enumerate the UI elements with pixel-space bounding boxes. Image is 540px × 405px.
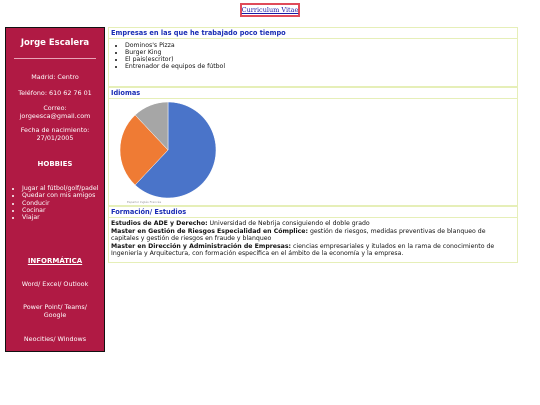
job-item: • Entrenador de equipos de fútbol <box>125 63 517 70</box>
hobby-item: • Conducir <box>22 200 104 207</box>
education-heading: Estudios de ADE y Derecho: <box>111 220 208 227</box>
birth-label: Fecha de nacimiento: <box>20 126 90 134</box>
phone-text: Teléfono: 610 62 76 01 <box>18 89 92 97</box>
languages-pie-chart <box>112 100 222 204</box>
languages-panel <box>108 87 518 206</box>
education-heading: Master en Dirección y Administración de Empresas: <box>111 242 292 250</box>
education-entry <box>111 220 515 228</box>
hobby-item: • Cocinar <box>22 207 104 214</box>
email-label: Correo: <box>43 104 67 112</box>
profile-name: Jorge Escalera <box>20 38 90 48</box>
curriculum-vitae-link[interactable]: Curriculum Vitae <box>241 6 299 14</box>
education-title: Formación/ Estudios <box>111 208 187 216</box>
education-text: Universidad de Nebrija consiguiendo el doble grado <box>207 220 370 227</box>
name-divider <box>14 58 96 59</box>
education-text: gestión de riesgos, medidas preventivas de blanqueo de capitales y gestión de riesgos en fraude y blanqueo <box>111 227 486 242</box>
skill-item: Word/ Excel/ Outlook <box>21 280 89 288</box>
jobs-body <box>109 38 517 72</box>
curriculum-vitae-link-box[interactable] <box>240 3 300 17</box>
jobs-list <box>109 39 517 72</box>
education-entry <box>111 228 515 243</box>
jobs-title: Empresas en las que he trabajado poco tiempo <box>111 29 286 37</box>
hobby-item: • Quedar con mis amigos <box>22 192 104 199</box>
skill-item: Neocities/ Windows <box>23 335 87 343</box>
education-panel <box>108 206 518 263</box>
birth-date: 27/01/2005 <box>36 134 74 142</box>
languages-title: Idiomas <box>111 89 141 97</box>
informatica-heading: INFORMÁTICA <box>27 257 83 265</box>
location-text: Madrid: Centro <box>31 73 79 81</box>
hobby-item: • Viajar <box>22 214 104 221</box>
jobs-panel <box>108 27 518 87</box>
education-entry <box>111 243 515 258</box>
hobbies-heading: HOBBIES <box>37 160 73 168</box>
languages-body <box>109 98 517 207</box>
education-text: ciencias empresariales y itulados en la rama de conocimiento de Ingeniería y Arquitectura, con formación específica en el ámbito de la economía y la empresa. <box>111 242 495 257</box>
job-item: • Burger King <box>125 49 517 56</box>
education-body <box>109 217 517 260</box>
sidebar <box>5 27 105 352</box>
hobby-item: • Jugar al fútbol/golf/padel <box>22 185 104 192</box>
chart-legend-text: Español Inglés Francés <box>127 200 162 204</box>
skill-item: Power Point/ Teams/ Google <box>23 303 87 319</box>
job-item: • Dominos's Pizza <box>125 42 517 49</box>
email-text: jorgeesca@gmail.com <box>19 112 91 120</box>
hobbies-list <box>6 185 104 221</box>
job-item: • El pais(escritor) <box>125 56 517 63</box>
education-heading: Master en Gestión de Riesgos Especialidad en Cómplice: <box>111 227 308 235</box>
